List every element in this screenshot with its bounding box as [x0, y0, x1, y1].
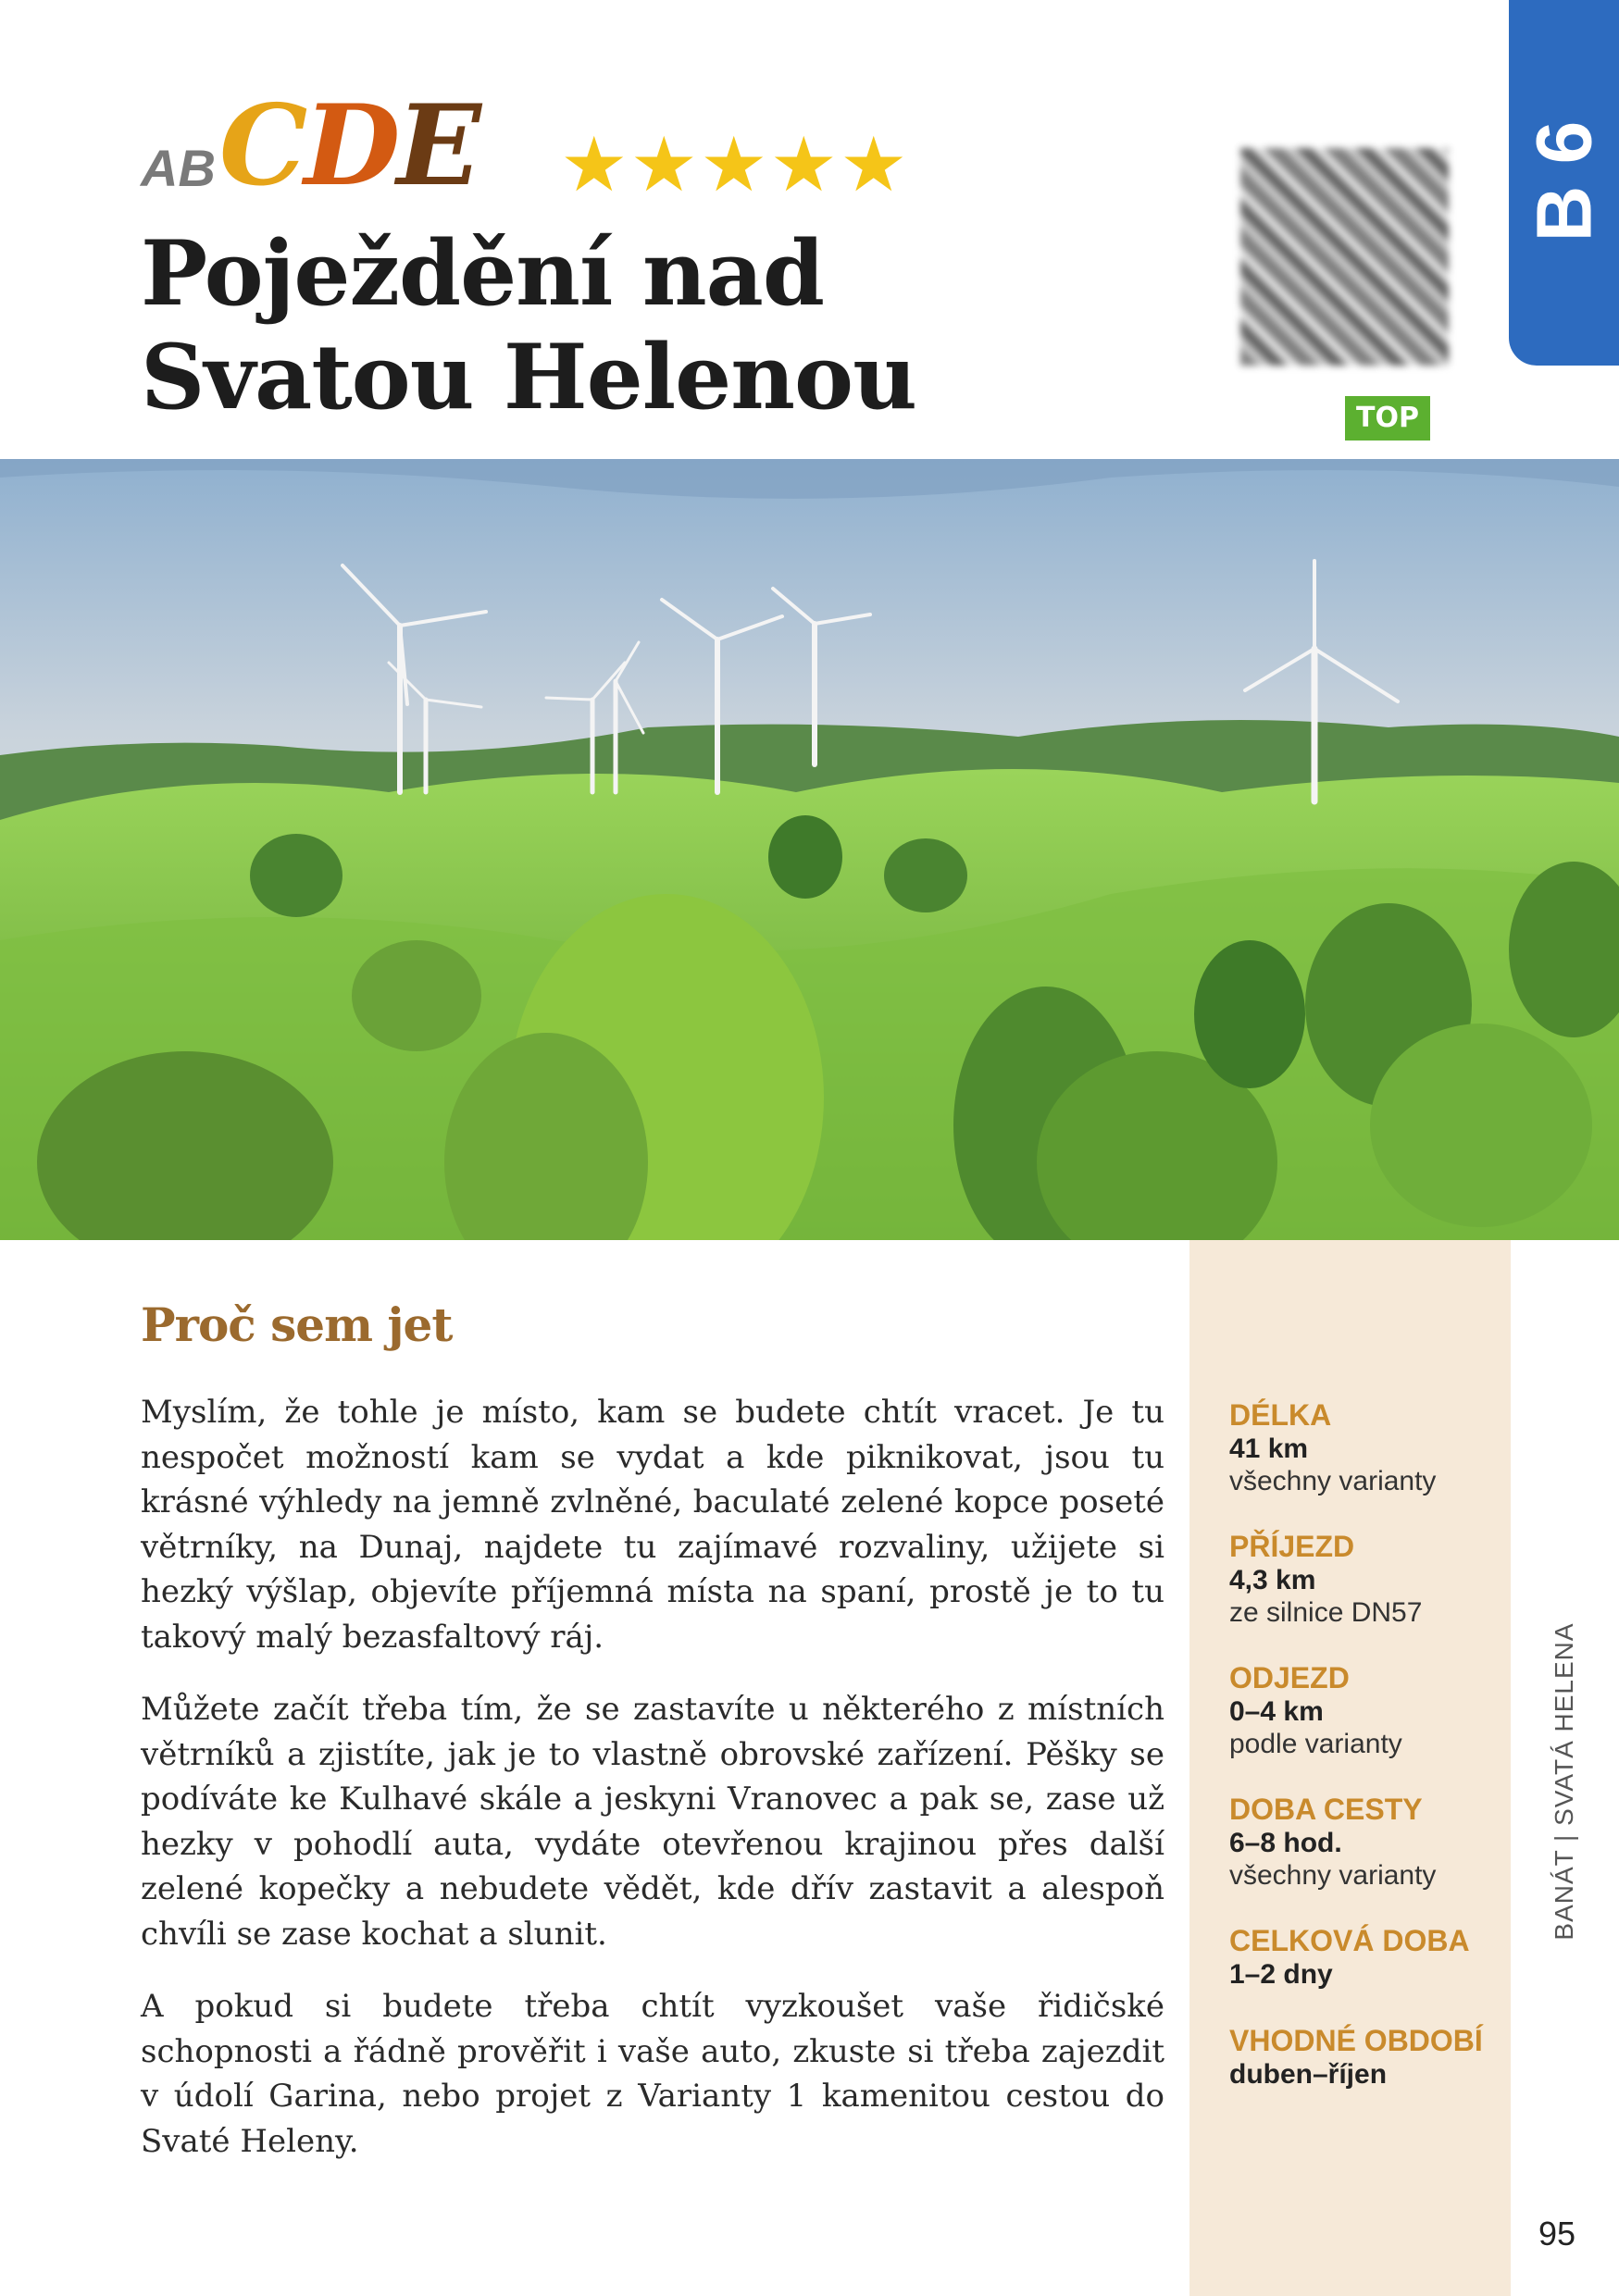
info-note: ze silnice DN57	[1229, 1597, 1423, 1628]
rating-ab: AB	[141, 139, 216, 197]
paragraph-2: Můžete začít třeba tím, že se zastavíte u některého z místních větrníků a zjistíte, jak je to vlastně obrovské zařízení. Pěšky se podíváte ke Kulhavé skále a jeskyni Vranovec a pak se, zase už hezky v pohodlí auta, vydáte otevřenou krajinou přes další zelené kopečky a nebudete vědět, kde dřív zastavit a alespoň chvíli se zase kochat a slunit.	[141, 1691, 1164, 1953]
info-value: 41 km	[1229, 1433, 1309, 1464]
page-title	[141, 222, 1159, 429]
info-value: duben–říjen	[1229, 2059, 1388, 2090]
landscape-photo	[0, 459, 1619, 1240]
title-line-2: Svatou Helenou	[141, 325, 916, 429]
info-value: 0–4 km	[1229, 1696, 1324, 1727]
region-caption: BANÁT | SVATÁ HELENA	[1550, 1622, 1578, 1941]
info-item-season	[1229, 2023, 1507, 2091]
info-note: všechny varianty	[1229, 1466, 1437, 1496]
info-label: PŘÍJEZD	[1229, 1530, 1355, 1563]
info-value: 4,3 km	[1229, 1565, 1316, 1595]
info-item-departure	[1229, 1660, 1507, 1760]
paragraph-3: A pokud si budete třeba chtít vyzkoušet vaše řidičské schopnosti a řádně prověřit i vaše auto, zkuste si třeba zajezdit v údolí Garina, nebo projet z Varianty 1 kamenitou cestou do Svaté Heleny.	[141, 1988, 1164, 2160]
info-note: všechny varianty	[1229, 1860, 1437, 1891]
paragraph-1: Myslím, že tohle je místo, kam se budete chtít vracet. Je tu nespočet možností kam se vydat a kde piknikovat, jsou tu krásné výhledy na jemně zvlněné, baculaté zelené kopce poseté větrníky, na Dunaj, najdete tu zajímavé rozvaliny, užijete si hezký výšlap, objevíte příjemná místa na spaní, prostě je to tu takový malý bezasfaltový ráj.	[141, 1394, 1164, 1656]
page-number: 95	[1538, 2215, 1576, 2253]
info-item-total-time	[1229, 1923, 1507, 1992]
info-item-length	[1229, 1397, 1507, 1497]
info-value: 1–2 dny	[1229, 1959, 1333, 1990]
title-line-1: Poježdění nad	[141, 221, 824, 326]
info-label: ODJEZD	[1229, 1661, 1350, 1694]
difficulty-rating	[141, 81, 478, 211]
section-tab	[1509, 0, 1619, 366]
rating-e: E	[396, 81, 478, 211]
info-item-travel-time	[1229, 1792, 1507, 1892]
section-code: B 6	[1520, 120, 1607, 242]
info-label: VHODNÉ OBDOBÍ	[1229, 2024, 1483, 2057]
info-label: CELKOVÁ DOBA	[1229, 1924, 1470, 1957]
rating-d: D	[304, 81, 397, 211]
info-note: podle varianty	[1229, 1729, 1402, 1759]
top-badge: TOP	[1345, 396, 1430, 441]
trip-info-list	[1229, 1397, 1507, 2123]
rating-c: C	[218, 81, 305, 211]
qr-code[interactable]	[1240, 148, 1449, 366]
section-heading: Proč sem jet	[141, 1297, 453, 1352]
info-value: 6–8 hod.	[1229, 1828, 1342, 1858]
star-rating: ★★★★★	[560, 121, 910, 209]
body-text	[141, 1390, 1164, 2191]
info-label: DOBA CESTY	[1229, 1793, 1423, 1826]
info-item-arrival	[1229, 1529, 1507, 1629]
info-label: DÉLKA	[1229, 1398, 1332, 1432]
